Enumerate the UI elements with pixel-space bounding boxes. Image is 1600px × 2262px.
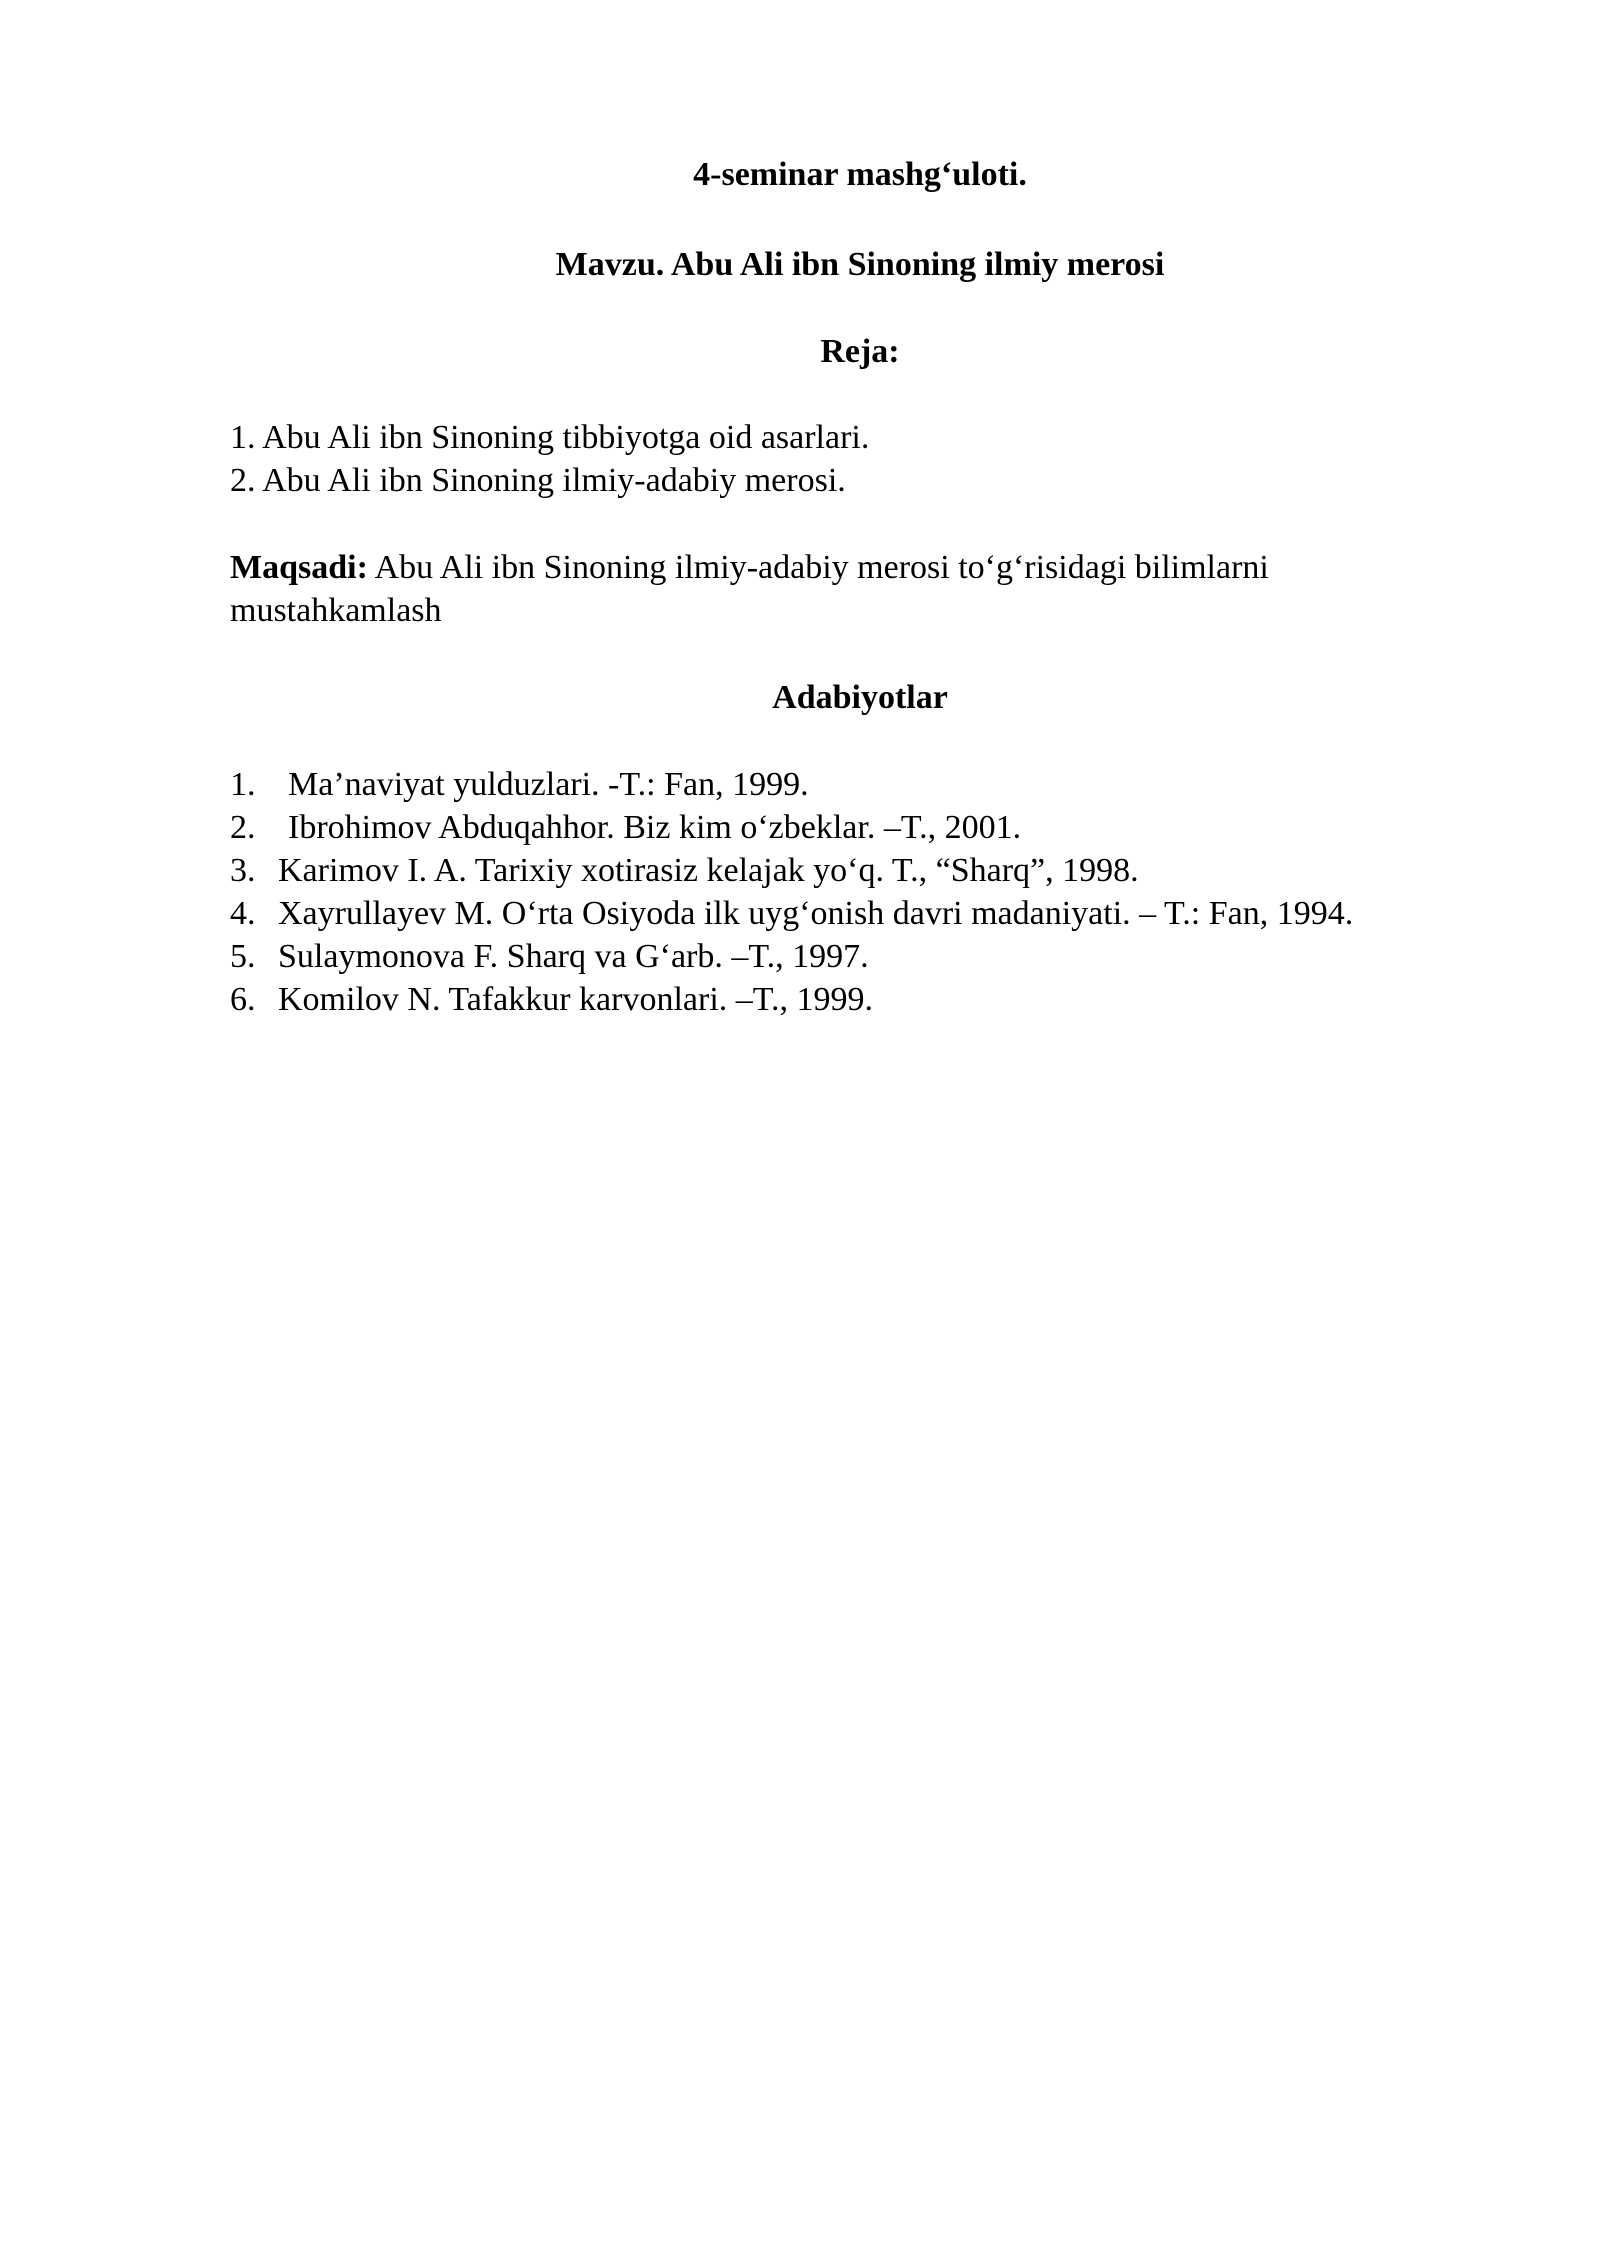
goal-text-continuation: mustahkamlash [230,592,442,629]
reference-number: 6. [230,981,256,1018]
plan-item: 2. Abu Ali ibn Sinoning ilmiy-adabiy merosi. [230,462,846,499]
reference-text: Xayrullayev M. O‘rta Osiyoda ilk uyg‘onish davri madaniyati. – T.: Fan, 1994. [278,895,1354,932]
plan-heading: Reja: [820,333,900,370]
reference-text: Ibrohimov Abduqahhor. Biz kim o‘zbeklar. –T., 2001. [288,809,1022,846]
goal-text: Abu Ali ibn Sinoning ilmiy-adabiy merosi to‘g‘risidagi bilimlarni [374,549,1269,586]
reference-number: 5. [230,938,256,975]
reference-item [230,935,869,979]
reference-number: 4. [230,895,256,932]
reference-item [230,763,809,807]
reference-number: 1. [230,766,256,803]
topic-heading: Mavzu. Abu Ali ibn Sinoning ilmiy merosi [555,246,1165,283]
reference-number: 2. [230,809,256,846]
reference-text: Komilov N. Tafakkur karvonlari. –T., 1999. [278,981,874,1018]
reference-item [230,978,873,1022]
references-heading: Adabiyotlar [772,679,948,716]
reference-item [230,849,1139,893]
page-title: 4-seminar mashg‘uloti. [693,156,1027,193]
plan-item: 1. Abu Ali ibn Sinoning tibbiyotga oid asarlari. [230,419,870,456]
goal-label: Maqsadi: [230,549,368,586]
reference-number: 3. [230,852,256,889]
reference-text: Karimov I. A. Tarixiy xotirasiz kelajak yo‘q. T., “Sharq”, 1998. [278,852,1139,889]
reference-text: Ma’naviyat yulduzlari. -T.: Fan, 1999. [288,766,809,803]
reference-item [230,806,1021,850]
reference-item [230,892,1353,936]
reference-text: Sulaymonova F. Sharq va G‘arb. –T., 1997. [278,938,869,975]
goal-paragraph [230,546,1269,590]
